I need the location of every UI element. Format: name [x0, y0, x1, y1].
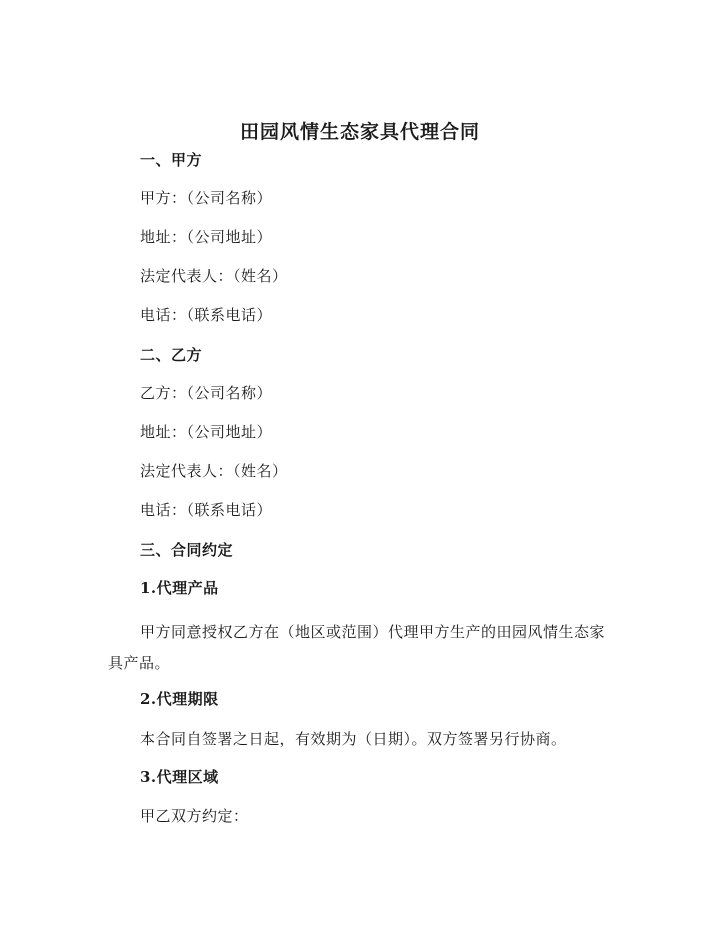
party-a-representative: 法定代表人：（姓名）	[140, 267, 288, 285]
party-a-phone: 电话：（联系电话）	[140, 306, 273, 324]
party-b-name: 乙方：（公司名称）	[140, 384, 273, 402]
region-paragraph: 甲乙双方约定：	[140, 807, 249, 825]
contract-title: 田园风情生态家具代理合同	[239, 121, 480, 143]
term-heading: 2.代理期限	[140, 690, 219, 708]
products-paragraph: 甲方同意授权乙方在（地区或范围）代理甲方生产的田园风情生态家具产品。	[108, 623, 606, 672]
term-paragraph: 本合同自签署之日起，有效期为（日期）。双方签署另行协商。	[140, 730, 567, 748]
party-a-heading: 一、甲方	[140, 151, 203, 169]
party-a-address: 地址：（公司地址）	[140, 228, 273, 246]
party-b-representative: 法定代表人：（姓名）	[140, 462, 288, 480]
agreement-heading: 三、合同约定	[140, 541, 234, 559]
party-b-address: 地址：（公司地址）	[140, 423, 273, 441]
party-b-heading: 二、乙方	[140, 346, 203, 364]
party-a-name: 甲方：（公司名称）	[140, 189, 273, 207]
products-heading: 1.代理产品	[140, 579, 219, 597]
region-heading: 3.代理区域	[140, 768, 219, 786]
party-b-phone: 电话：（联系电话）	[140, 501, 273, 519]
